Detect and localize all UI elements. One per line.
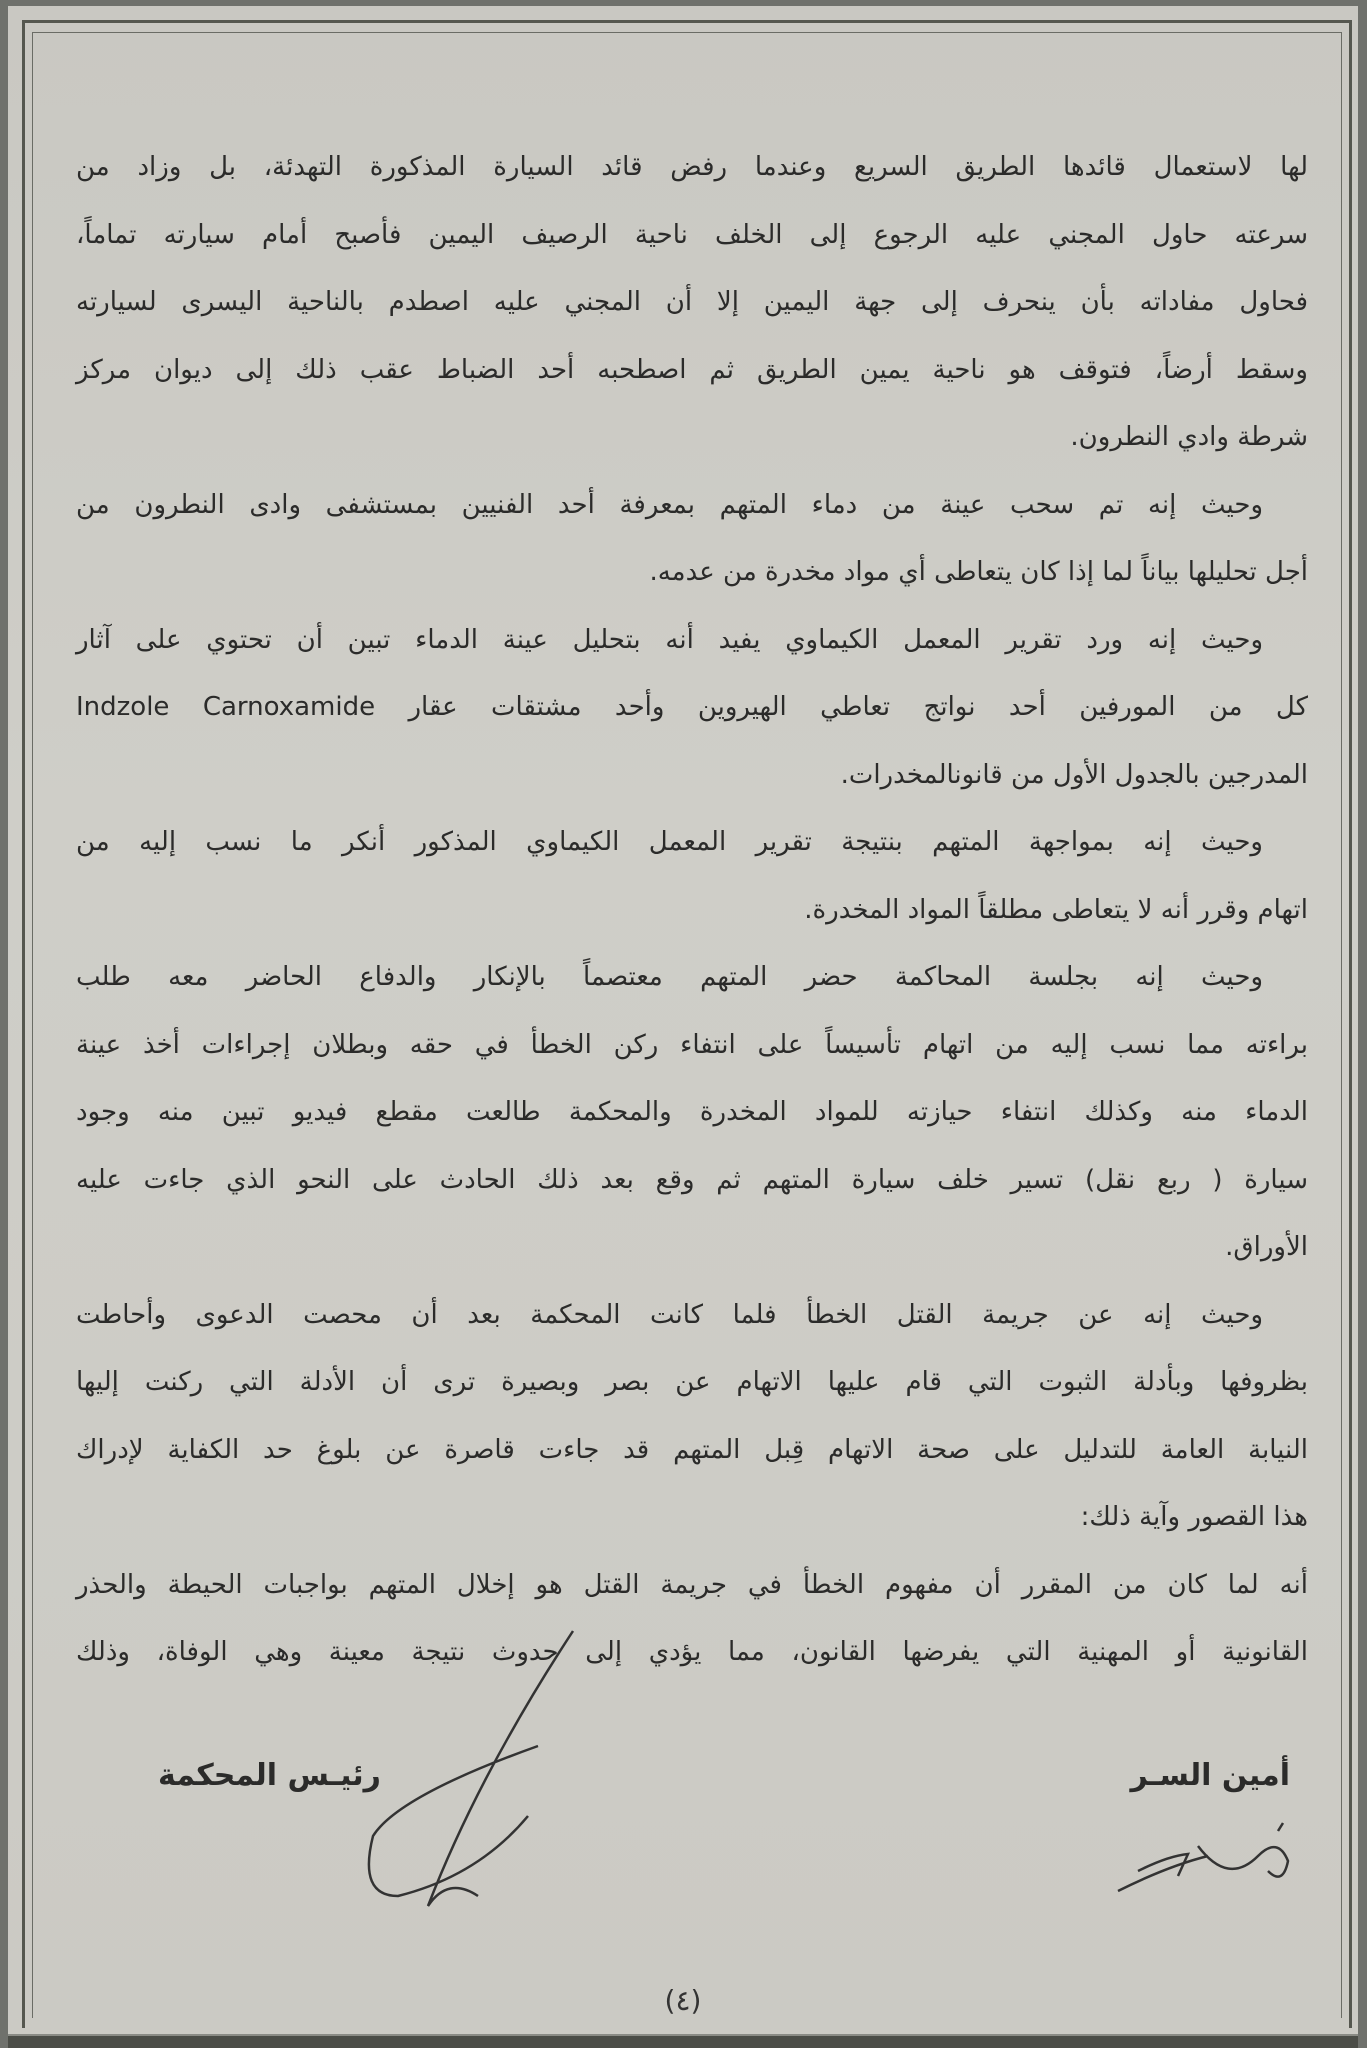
text-line: أجل تحليلها بياناً لما إذا كان يتعاطى أي مواد مخدرة من عدمه. — [649, 557, 1308, 587]
text-line: المدرجين بالجدول الأول من قانونالمخدرات. — [840, 759, 1308, 790]
text-line: وحيث إنه ورد تقرير المعمل الكيماوي يفيد أنه بتحليل عينة الدماء تبين أن تحتوي على آثار — [76, 624, 1263, 655]
text-line: هذا القصور وآية ذلك: — [1080, 1502, 1308, 1532]
court-president-label: رئيـس المحكمة — [158, 1758, 381, 1793]
secretary-label: أمين السـر — [1130, 1758, 1290, 1793]
text-line: القانونية أو المهنية التي يفرضها القانون، مما يؤدي إلى حدوث نتيجة معينة وهي الوفاة، وذلك — [76, 1637, 1308, 1667]
secretary-signature — [1108, 1816, 1308, 1906]
text-line: فحاول مفاداته بأن ينحرف إلى جهة اليمين إلا أن المجني عليه اصطدم بالناحية اليسرى لسيارته — [76, 287, 1308, 317]
text-line: شرطة وادي النطرون. — [1070, 422, 1308, 452]
page-number: (٤) — [664, 1984, 702, 2017]
text-line: اتهام وقرر أنه لا يتعاطى مطلقاً المواد المخدرة. — [804, 894, 1308, 925]
text-line: سيارة ( ربع نقل) تسير خلف سيارة المتهم ثم وقع بعد ذلك الحادث على النحو الذي جاءت عليه — [76, 1164, 1308, 1195]
text-line: الدماء منه وكذلك انتفاء حيازته للمواد المخدرة والمحكمة طالعت مقطع فيديو تبين منه وجود — [76, 1097, 1308, 1127]
document-page — [8, 6, 1358, 2048]
president-signature — [278, 1626, 598, 1926]
text-line: أنه لما كان من المقرر أن مفهوم الخطأ في جريمة القتل هو إخلال المتهم بواجبات الحيطة والحذر — [76, 1569, 1308, 1600]
text-line: وحيث إنه عن جريمة القتل الخطأ فلما كانت المحكمة بعد أن محصت الدعوى وأحاطت — [76, 1299, 1263, 1330]
text-line: سرعته حاول المجني عليه الرجوع إلى الخلف ناحية الرصيف اليمين فأصبح أمام سيارته تماماً، — [76, 219, 1308, 250]
text-line: النيابة العامة للتدليل على صحة الاتهام قِبل المتهم قد جاءت قاصرة عن بلوغ حد الكفاية لإدراك — [76, 1434, 1308, 1465]
text-line: كل من المورفين أحد نواتج تعاطي الهيروين وأحد مشتقات عقار Indzole Carnoxamide — [76, 692, 1308, 722]
text-line: وسقط أرضاً، فتوقف هو ناحية يمين الطريق ثم اصطحبه أحد الضباط عقب ذلك إلى ديوان مركز — [76, 354, 1308, 385]
text-line: وحيث إنه بمواجهة المتهم بنتيجة تقرير المعمل الكيماوي المذكور أنكر ما نسب إليه من — [76, 827, 1263, 857]
text-line: وحيث إنه بجلسة المحاكمة حضر المتهم معتصماً بالإنكار والدفاع الحاضر معه طلب — [76, 962, 1263, 992]
bottom-border — [8, 2034, 1358, 2048]
text-line: الأوراق. — [1225, 1232, 1308, 1262]
text-line: لها لاستعمال قائدها الطريق السريع وعندما رفض قائد السيارة المذكورة التهدئة، بل وزاد من — [76, 152, 1308, 182]
text-line: بظروفها وبأدلة الثبوت التي قام عليها الاتهام عن بصر وبصيرة ترى أن الأدلة التي ركنت إليها — [76, 1367, 1308, 1397]
document-body — [76, 134, 1308, 1687]
text-line: وحيث إنه تم سحب عينة من دماء المتهم بمعرفة أحد الفنيين بمستشفى وادى النطرون من — [76, 489, 1263, 520]
text-line: براءته مما نسب إليه من اتهام تأسيساً على انتفاء ركن الخطأ في حقه وبطلان إجراءات أخذ عينة — [76, 1029, 1308, 1060]
